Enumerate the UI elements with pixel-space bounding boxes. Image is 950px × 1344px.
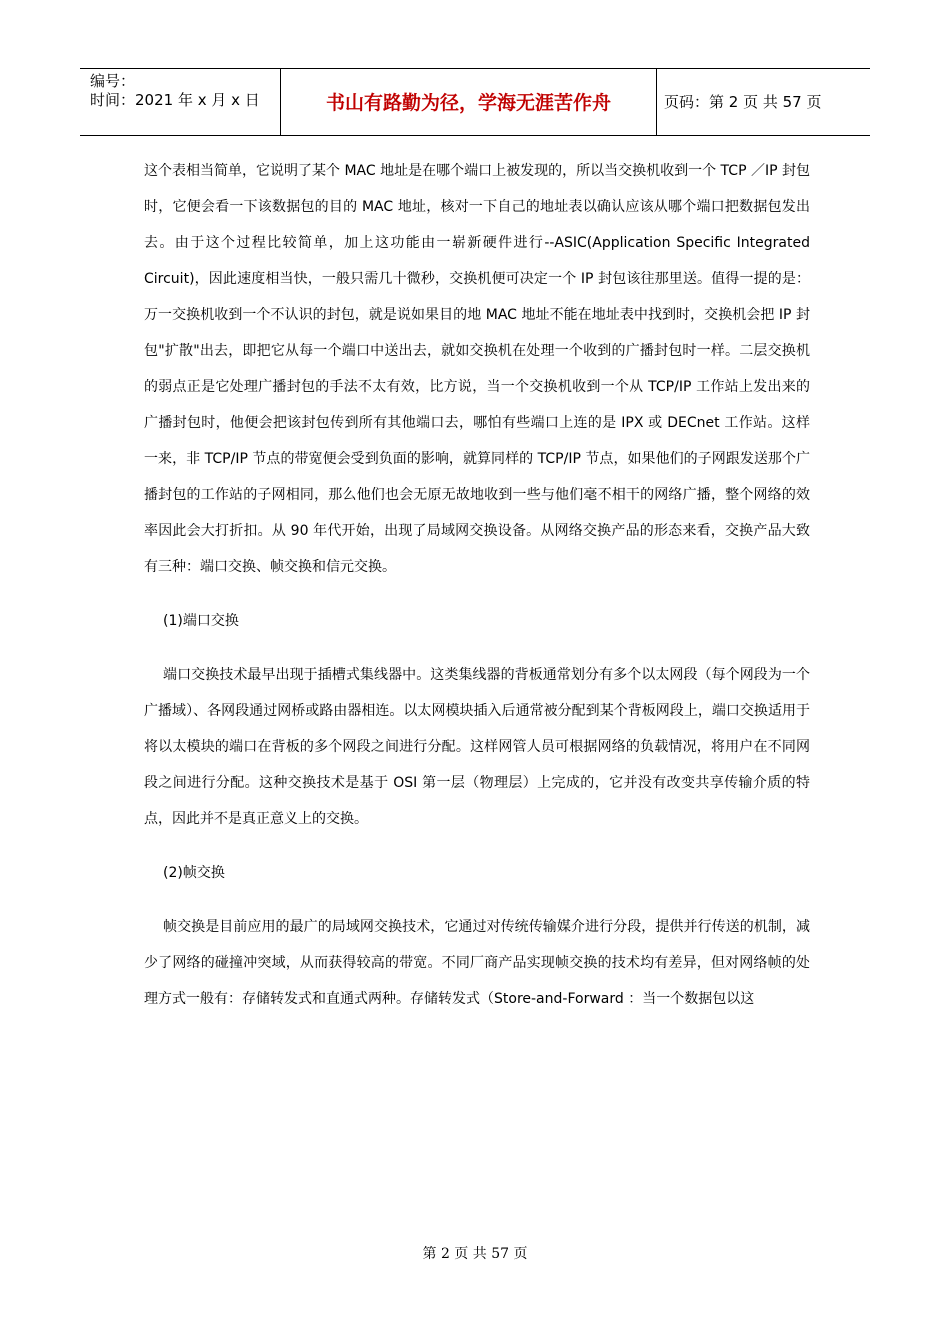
paragraph-gap: [144, 639, 810, 657]
section-heading-frame-switching: (2)帧交换: [163, 865, 225, 881]
page-code: 页码：第 2 页 共 57 页: [664, 93, 822, 111]
body-paragraph: 这个表相当简单，它说明了某个 MAC 地址是在哪个端口上被发现的，所以当交换机收到一个 TCP ／IP 封包时，它便会看一下该数据包的目的 MAC 地址，核对一下自己的地址表以确认应该从哪个端口把数据包发出去。由于这个过程比较简单，加上这功能由一崭新硬件进行--ASIC(Application Specific Integrated Circuit)，因此速度相当快，一般只需几十微秒，交换机便可决定一个 IP 封包该往那里送。值得一提的是：万一交换机收到一个不认识的封包，就是说如果目的地 MAC 地址不能在地址表中找到时，交换机会把 IP 封包"扩散"出去，即把它从每一个端口中送出去，就如交换机在处理一个收到的广播封包时一样。二层交换机的弱点正是它处理广播封包的手法不太有效，比方说，当一个交换机收到一个从 TCP/IP 工作站上发出来的广播封包时，他便会把该封包传到所有其他端口去，哪怕有些端口上连的是 IPX 或 DECnet 工作站。这样一来，非 TCP/IP 节点的带宽便会受到负面的影响，就算同样的 TCP/IP 节点，如果他们的子网跟发送那个广播封包的工作站的子网相同，那么他们也会无原无故地收到一些与他们毫不相干的网络广播，整个网络的效率因此会大打折扣。从 90 年代开始，出现了局域网交换设备。从网络交换产品的形态来看，交换产品大致有三种：端口交换、帧交换和信元交换。: [144, 163, 810, 575]
header-motto-cell: [281, 69, 657, 135]
document-date: 时间：2021 年 x 月 x 日: [90, 91, 260, 109]
paragraph-gap: [144, 585, 810, 603]
section-heading-port-switching: (1)端口交换: [163, 613, 239, 629]
header-info-cell: [80, 69, 281, 135]
header-page-cell: [657, 69, 870, 135]
document-header: [80, 68, 870, 136]
paragraph-gap: [144, 837, 810, 855]
page-footer: 第 2 页 共 57 页: [422, 1246, 528, 1262]
document-body: [144, 153, 810, 1017]
body-paragraph: 端口交换技术最早出现于插槽式集线器中。这类集线器的背板通常划分有多个以太网段（每个网段为一个广播域）、各网段通过网桥或路由器相连。以太网模块插入后通常被分配到某个背板网段上，端口交换适用于将以太模块的端口在背板的多个网段之间进行分配。这样网管人员可根据网络的负载情况，将用户在不同网段之间进行分配。这种交换技术是基于 OSI 第一层（物理层）上完成的，它并没有改变共享传输介质的特点，因此并不是真正意义上的交换。: [144, 667, 810, 827]
document-number-label: 编号：: [90, 72, 136, 90]
motto-text: 书山有路勤为径，学海无涯苦作舟: [325, 92, 611, 114]
paragraph-gap: [144, 891, 810, 909]
body-paragraph: 帧交换是目前应用的最广的局域网交换技术，它通过对传统传输媒介进行分段，提供并行传送的机制，减少了网络的碰撞冲突域，从而获得较高的带宽。不同厂商产品实现帧交换的技术均有差异，但对网络帧的处理方式一般有：存储转发式和直通式两种。存储转发式（Store-and-Forward ：当一个数据包以这: [144, 919, 810, 1007]
